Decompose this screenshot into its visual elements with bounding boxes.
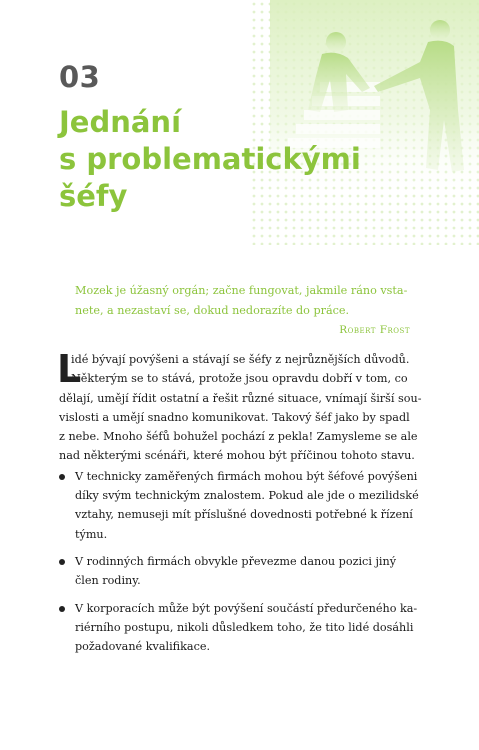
paragraph-line: Některým se to stává, protože jsou opravdu dobří v tom, co — [71, 372, 408, 386]
bullet-icon — [59, 606, 65, 612]
chapter-title — [59, 104, 389, 215]
list-item — [59, 552, 411, 591]
list-item — [59, 599, 418, 657]
chapter-title-line: Jednání — [59, 105, 182, 139]
epigraph-line: nete, a nezastaví se, dokud nedorazíte do práce. — [75, 304, 350, 317]
paragraph-line: nad některými scénáři, které mohou být příčinou tohoto stavu. — [59, 449, 415, 463]
list-item-line: člen rodiny. — [75, 574, 141, 588]
paragraph-line: idé bývají povýšeni a stávají se šéfy z nejrůznějších důvodů. — [71, 353, 410, 366]
paragraph-line: dělají, umějí řídit ostatní a řešit různé situace, vnímají širší sou- — [59, 391, 422, 405]
chapter-title-line: s problematickými — [59, 142, 361, 176]
list-item-line: riérního postupu, nikoli důsledkem toho, že tito lidé dosáhli — [75, 620, 414, 634]
list-item-line: týmu. — [75, 527, 108, 541]
epigraph-quote — [75, 281, 410, 321]
bullet-icon — [59, 474, 65, 480]
list-item-line: díky svým technickým znalostem. Pokud ale jde o mezilidské — [75, 489, 419, 503]
chapter-body — [57, 347, 422, 664]
drop-cap: L — [57, 347, 82, 391]
list-item-line: V technicky zaměřených firmách mohou být šéfové povýšeni — [75, 469, 418, 483]
list-item-line: V korporacích může být povýšení součástí předurčeného ka- — [75, 601, 418, 615]
list-item — [59, 467, 419, 544]
bullet-list — [59, 467, 419, 657]
list-item-line: požadované kvalifikace. — [75, 640, 211, 654]
list-item-line: vztahy, nemuseji mít příslušné dovednosti potřebné k řízení — [75, 508, 413, 522]
intro-paragraph — [57, 347, 422, 466]
chapter-number: 03 — [59, 60, 101, 94]
epigraph-author: Robert Frost — [339, 324, 410, 336]
chapter-title-line: šéfy — [59, 179, 128, 213]
bullet-icon — [59, 559, 65, 565]
paragraph-line: vislosti a umějí snadno komunikovat. Takový šéf jako by spadl — [59, 410, 410, 424]
epigraph-line: Mozek je úžasný orgán; začne fungovat, jakmile ráno vsta- — [75, 284, 408, 297]
list-item-line: V rodinných firmách obvykle převezme danou pozici jiný — [75, 554, 397, 568]
paragraph-line: z nebe. Mnoho šéfů bohužel pochází z pekla! Zamysleme se ale — [59, 430, 418, 444]
